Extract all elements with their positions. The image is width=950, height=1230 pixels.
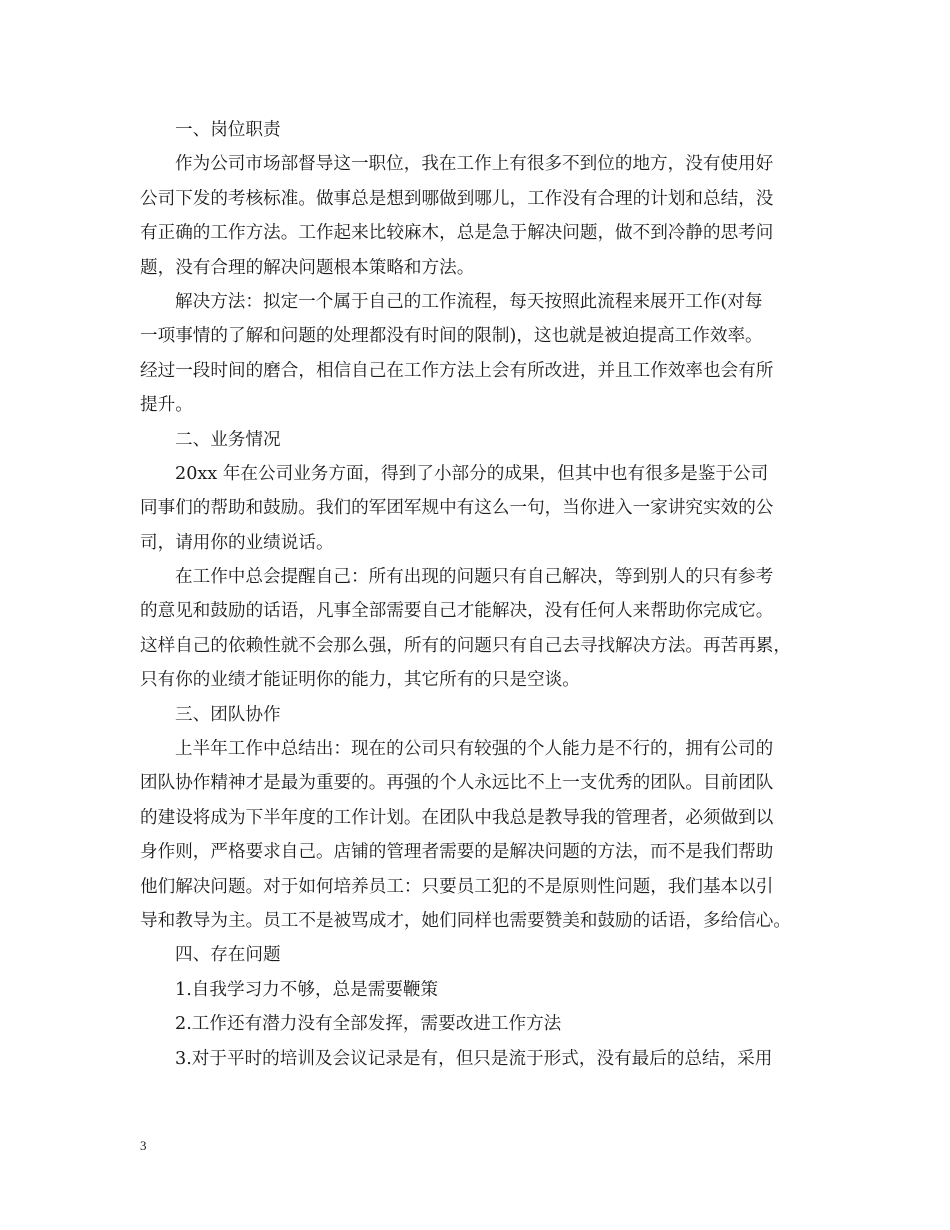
text-line: 四、存在问题 [175, 945, 281, 966]
text-line: 作为公司市场部督导这一职位，我在工作上有很多不到位的地方，没有使用好 [175, 154, 774, 175]
text-line: 1.自我学习力不够，总是需要鞭策 [175, 979, 439, 1000]
text-line: 身作则，严格要求自己。店铺的管理者需要的是解决问题的方法，而不是我们帮助 [140, 842, 774, 863]
text-line: 的建设将成为下半年度的工作计划。在团队中我总是教导我的管理者，必须做到以 [140, 807, 774, 828]
text-line: 提升。 [140, 395, 193, 416]
text-line: 上半年工作中总结出：现在的公司只有较强的个人能力是不行的，拥有公司的 [175, 739, 774, 760]
text-line: 2.工作还有潜力没有全部发挥，需要改进工作方法 [175, 1014, 562, 1035]
text-line: 3.对于平时的培训及会议记录是有，但只是流于形式，没有最后的总结，采用 [175, 1048, 773, 1069]
text-line: 这样自己的依赖性就不会那么强，所有的问题只有自己去寻找解决方法。再苦再累， [140, 635, 791, 656]
text-line: 同事们的帮助和鼓励。我们的军团军规中有这么一句，当你进入一家讲究实效的公 [140, 498, 774, 519]
text-line: 只有你的业绩才能证明你的能力，其它所有的只是空谈。 [140, 670, 580, 691]
document-body [140, 113, 812, 1076]
text-line: 在工作中总会提醒自己：所有出现的问题只有自己解决，等到别人的只有参考 [175, 567, 774, 588]
text-line: 他们解决问题。对于如何培养员工：只要员工犯的不是原则性问题，我们基本以引 [140, 876, 774, 897]
page-number: 3 [140, 1138, 147, 1153]
text-line: 的意见和鼓励的话语，凡事全部需要自己才能解决，没有任何人来帮助你完成它。 [140, 601, 774, 622]
text-line: 有正确的工作方法。工作起来比较麻木，总是急于解决问题，做不到冷静的思考问 [140, 223, 774, 244]
text-line: 团队协作精神才是最为重要的。再强的个人永远比不上一支优秀的团队。目前团队 [140, 773, 774, 794]
text-line: 司，请用你的业绩说话。 [140, 532, 334, 553]
text-line: 解决方法：拟定一个属于自己的工作流程，每天按照此流程来展开工作(对每 [175, 291, 763, 312]
text-line: 经过一段时间的磨合，相信自己在工作方法上会有所改进，并且工作效率也会有所 [140, 360, 774, 381]
text-line: 二、业务情况 [175, 429, 281, 450]
text-line: 三、团队协作 [175, 704, 281, 725]
text-line: 一、岗位职责 [175, 120, 281, 140]
text-line: 一项事情的了解和问题的处理都没有时间的限制)，这也就是被迫提高工作效率。 [140, 326, 763, 347]
text-line: 题，没有合理的解决问题根本策略和方法。 [140, 257, 475, 278]
text-line: 导和教导为主。员工不是被骂成才，她们同样也需要赞美和鼓励的话语，多给信心。 [140, 910, 791, 931]
text-line: 公司下发的考核标准。做事总是想到哪做到哪儿，工作没有合理的计划和总结，没 [140, 188, 774, 209]
text-line: 20xx 年在公司业务方面，得到了小部分的成果，但其中也有很多是鉴于公司 [175, 463, 769, 484]
